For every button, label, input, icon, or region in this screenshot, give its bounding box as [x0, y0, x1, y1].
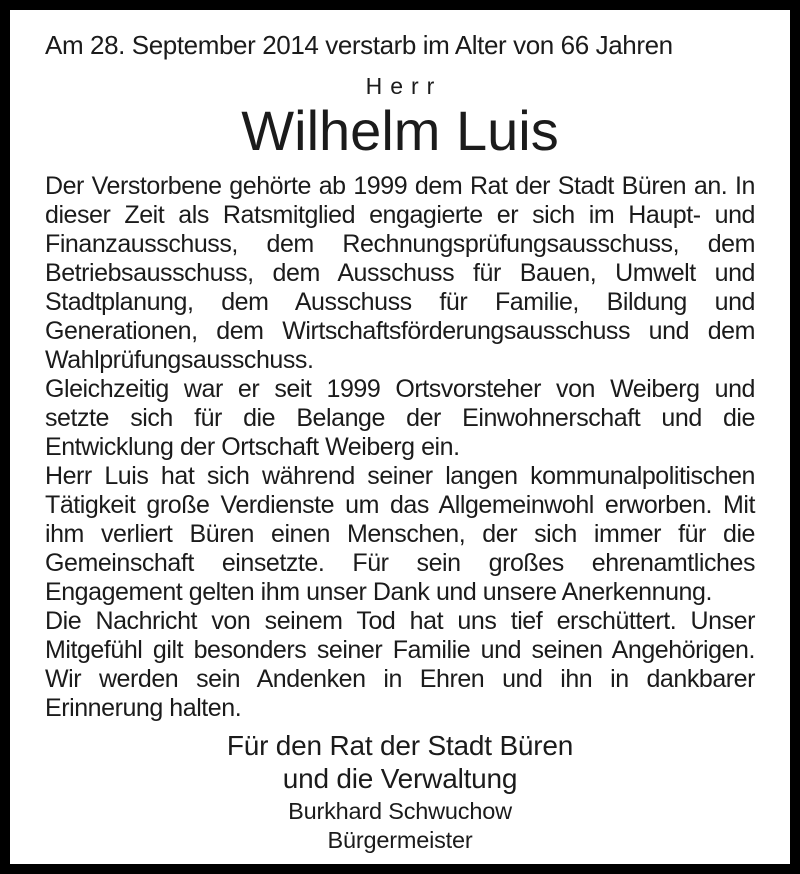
signature-block: [45, 797, 755, 855]
obituary-paragraph-condolence: Die Nachricht von seinem Tod hat uns tief erschüttert. Unser Mitgefühl gilt besonders seiner Familie und seinen Angehörigen. Wir werden sein Andenken in Ehren und ihn in dankbarer Erinnerung halten.: [45, 607, 755, 722]
salutation: Herr: [365, 73, 443, 99]
closing-line-administration: und die Verwaltung: [282, 763, 518, 794]
closing-line-council: Für den Rat der Stadt Büren: [226, 730, 574, 761]
obituary-body: [45, 172, 755, 723]
obituary-paragraph-council: Der Verstorbene gehörte ab 1999 dem Rat der Stadt Büren an. In dieser Zeit als Ratsmitglied engagierte er sich im Haupt- und Finanzausschuss, dem Rechnungsprüfungsausschuss, dem Betriebsausschuss, dem Ausschuss für Bauen, Umwelt und Stadtplanung, dem Ausschuss für Familie, Bildung und Generationen, dem Wirtschaftsförderungsausschuss und dem Wahlprüfungsausschuss.: [45, 172, 755, 374]
deceased-name: Wilhelm Luis: [241, 99, 559, 162]
intro-line: Am 28. September 2014 verstarb im Alter von 66 Jahren: [45, 30, 673, 60]
death-notice-sheet: [10, 10, 790, 864]
obituary-paragraph-ortsvorsteher: Gleichzeitig war er seit 1999 Ortsvorsteher von Weiberg und setzte sich für die Belange der Einwohnerschaft und die Entwicklung der Ortschaft Weiberg ein.: [45, 375, 755, 461]
obituary-paragraph-merits: Herr Luis hat sich während seiner langen kommunalpolitischen Tätigkeit große Verdienste um das Allgemeinwohl erworben. Mit ihm verliert Büren einen Menschen, der sich immer für die Gemeinschaft einsetzte. Für sein großes ehrenamtliches Engagement gelten ihm unser Dank und unsere Anerkennung.: [45, 462, 755, 606]
signature-name: Burkhard Schwuchow: [288, 798, 512, 824]
signature-title: Bürgermeister: [327, 827, 473, 853]
closing-block: [45, 729, 755, 795]
